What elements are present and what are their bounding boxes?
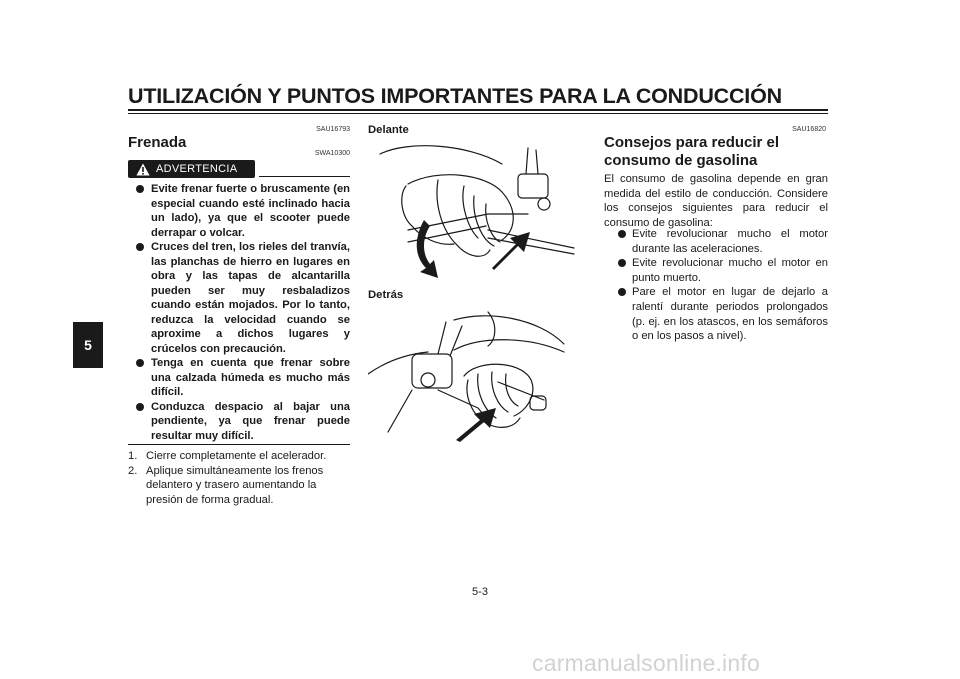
braking-ref-code: SAU16793 (316, 126, 350, 133)
header-rule (128, 109, 828, 111)
list-item: 2. Aplique simultáneamente los frenos delantero y trasero aumentando la presión de forma gradual. (128, 464, 324, 506)
bullet-icon (136, 359, 144, 367)
list-item: 1. Cierre completamente el acelerador. (128, 450, 327, 462)
bullet-icon (618, 259, 626, 267)
list-item: Cruces del tren, los rieles del tranvía, las planchas de hierro en lugares en obra y las tapas de alcantarilla pueden ser muy resbaladizos cuando están mojados. Por lo tanto, reduzca la velocidad cuando se aproxime a dichos lugares y crúcelos con precaución. (136, 240, 350, 356)
list-item: Pare el motor en lugar de dejarlo a ralentí durante periodos prolongados (p. ej. en los atascos, en los semáforos o en los pasos a nivel). (618, 285, 828, 343)
header-rule-thin (128, 113, 828, 114)
step-list (128, 449, 350, 507)
rear-figure-label: Detrás (368, 289, 404, 301)
warning-rule (259, 176, 350, 177)
bullet-icon (136, 185, 144, 193)
front-brake-illustration (368, 134, 580, 282)
list-item: Evite frenar fuerte o bruscamente (en especial cuando esté inclinado hacia un lado), ya que el scooter puede derrapar o volcar. (136, 182, 350, 240)
watermark: carmanualsonline.info (532, 650, 760, 676)
warning-triangle-icon (136, 163, 150, 176)
chapter-tab: 5 (73, 322, 103, 368)
braking-title: Frenada (128, 134, 187, 151)
front-figure-label: Delante (368, 124, 409, 136)
bullet-icon (136, 403, 144, 411)
page-title: UTILIZACIÓN Y PUNTOS IMPORTANTES PARA LA CONDUCCIÓN (128, 84, 782, 108)
bullet-icon (136, 243, 144, 251)
list-item: Evite revolucionar mucho el motor durante las aceleraciones. (618, 227, 828, 256)
page-number: 5-3 (472, 586, 488, 598)
warning-list (136, 182, 350, 443)
warning-ref-code: SWA10300 (314, 150, 350, 157)
list-item: Tenga en cuenta que frenar sobre una calzada húmeda es mucho más difícil. (136, 356, 350, 400)
list-item: Conduzca despacio al bajar una pendiente, ya que frenar puede resultar muy difícil. (136, 400, 350, 444)
bullet-icon (618, 288, 626, 296)
warning-label: ADVERTENCIA (156, 163, 238, 175)
warning-end-rule (128, 444, 350, 445)
fuel-tips-list (618, 227, 828, 344)
bullet-icon (618, 230, 626, 238)
fuel-intro: El consumo de gasolina depende en gran medida del estilo de conducción. Considere los consejos siguientes para reducir el consumo de gasolina: (604, 173, 828, 229)
warning-badge (128, 160, 255, 178)
fuel-title: Consejos para reducir el consumo de gasolina (604, 134, 780, 169)
list-item: Evite revolucionar mucho el motor en punto muerto. (618, 256, 828, 285)
rear-brake-illustration (368, 300, 580, 450)
fuel-ref-code: SAU16820 (792, 126, 826, 133)
